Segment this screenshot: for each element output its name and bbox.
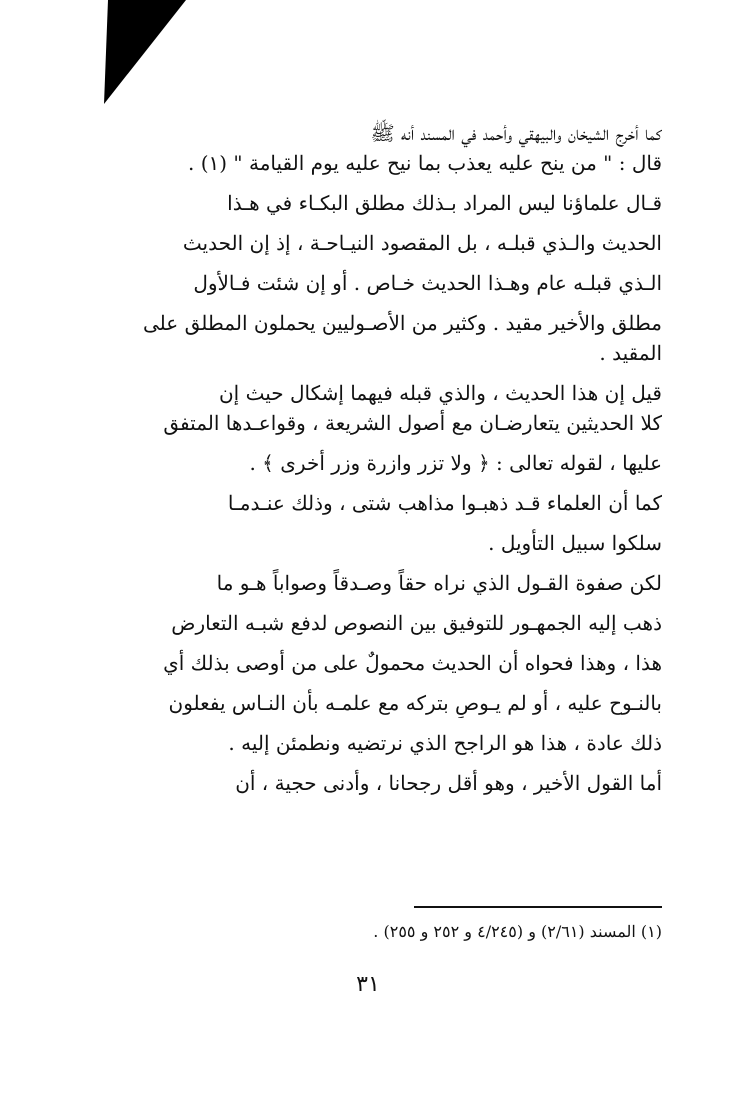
text-line: قـال علماؤنا ليس المراد بـذلك مطلق البكـاء في هـذا xyxy=(227,191,662,215)
text-line: الـذي قبلـه عام وهـذا الحديث خـاص . أو إن شئت فـالأول xyxy=(193,271,662,295)
text-line: بالنـوح عليه ، أو لم يـوصِ بتركه مع علمـه بأن النـاس يفعلون xyxy=(168,691,662,715)
text-line: كما أن العلماء قـد ذهبـوا مذاهب شتى ، وذلك عنـدمـا xyxy=(227,491,662,515)
page-body xyxy=(100,118,662,798)
text-line: ذلك عادة ، هذا هو الراجح الذي نرتضيه ونطمئن إليه . xyxy=(228,731,662,755)
text-line: قيل إن هذا الحديث ، والذي قبله فيهما إشكال حيث إن xyxy=(218,381,662,405)
text-line: كلا الحديثين يتعارضـان مع أصول الشريعة ، وقواعـدها المتفق xyxy=(163,411,662,435)
text-line: ذهب إليه الجمهـور للتوفيق بين النصوص لدفع شبـه التعارض xyxy=(171,611,662,635)
corner-triangle-mark xyxy=(0,0,190,110)
text-line: المقيد . xyxy=(599,341,662,365)
text-line: لكن صفوة القـول الذي نراه حقاً وصـدقاً وصواباً هـو ما xyxy=(216,571,662,595)
text-line: قال : " من ينح عليه يعذب بما نيح عليه يوم القيامة " (١) . xyxy=(187,151,662,175)
footnote-divider xyxy=(414,906,662,908)
text-line: سلكوا سبيل التأويل . xyxy=(488,531,662,555)
footnote: (١) المسند (٢/٦١) و (٤/٢٤٥ و ٢٥٢ و ٢٥٥) . xyxy=(373,922,662,941)
text-line: الحديث والـذي قبلـه ، بل المقصود النيـاحـة ، إذ إن الحديث xyxy=(182,231,662,255)
page-number: ٣١ xyxy=(356,972,380,997)
text-line: كما أخرج الشيخان والبيهقي وأحمد في المسند أنه ﷺ xyxy=(370,121,662,145)
text-line: أما القول الأخير ، وهو أقل رجحانا ، وأدنى حجية ، أن xyxy=(235,771,662,795)
text-line: مطلق والأخير مقيد . وكثير من الأصـوليين يحملون المطلق على xyxy=(143,311,662,335)
text-line: عليها ، لقوله تعالى : ﴿ ولا تزر وازرة وزر أخرى ﴾ . xyxy=(249,451,662,475)
text-line: هذا ، وهذا فحواه أن الحديث محمولٌ على من أوصى بذلك أي xyxy=(163,651,662,675)
